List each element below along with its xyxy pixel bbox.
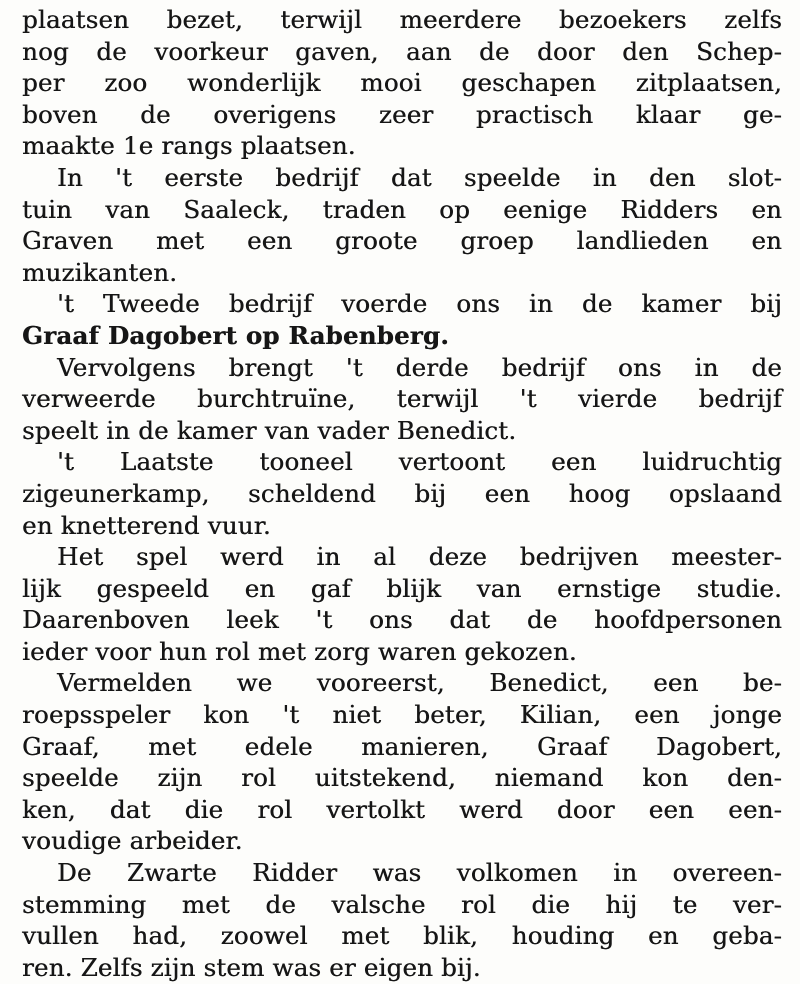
- text-line: zigeunerkamp, scheldend bij een hoog opslaand: [22, 478, 782, 508]
- paragraph-first-line: 't Laatste tooneel vertoont een luidruchtig: [57, 447, 782, 477]
- text-line: boven de overigens zeer practisch klaar ge-: [22, 99, 782, 129]
- text-line: tuin van Saaleck, traden op eenige Ridders en: [22, 194, 782, 224]
- text-line: roepsspeler kon 't niet beter, Kilian, een jonge: [22, 700, 782, 730]
- text-line: speelt in de kamer van vader Benedict.: [22, 415, 517, 445]
- paragraph-first-line: De Zwarte Ridder was volkomen in overeen-: [57, 858, 782, 888]
- text-line: verweerde burchtruïne, terwijl 't vierde bedrijf: [22, 384, 782, 414]
- text-line: Graaf, met edele manieren, Graaf Dagobert,: [22, 731, 782, 761]
- text-line: Daarenboven leek 't ons dat de hoofdpersonen: [22, 605, 782, 635]
- text-line: Graven met een groote groep landlieden en: [22, 226, 782, 256]
- text-line: speelde zijn rol uitstekend, niemand kon den-: [22, 763, 782, 793]
- article-column: [22, 4, 782, 983]
- text-line: muzikanten.: [22, 257, 178, 287]
- text-line: vullen had, zoowel met blik, houding en geba-: [22, 921, 782, 951]
- text-line: lijk gespeeld en gaf blijk van ernstige studie.: [22, 573, 782, 603]
- text-line: stemming met de valsche rol die hij te ver-: [22, 889, 782, 919]
- text-line: ren. Zelfs zijn stem was er eigen bij.: [22, 952, 481, 982]
- text-line: plaatsen bezet, terwijl meerdere bezoekers zelfs: [22, 5, 782, 34]
- text-line: ieder voor hun rol met zorg waren gekozen.: [22, 636, 577, 666]
- text-line: maakte 1e rangs plaatsen.: [22, 131, 356, 161]
- paragraph-first-line: In 't eerste bedrijf dat speelde in den slot-: [57, 162, 782, 192]
- text-line: voudige arbeider.: [22, 826, 243, 856]
- paragraph-first-line: Vervolgens brengt 't derde bedrijf ons in de: [57, 352, 782, 382]
- text-line: Graaf Dagobert op Rabenberg.: [22, 320, 449, 350]
- paragraph-first-line: Vermelden we vooreerst, Benedict, een be-: [57, 668, 782, 698]
- text-line: per zoo wonderlijk mooi geschapen zitplaatsen,: [22, 68, 782, 98]
- paragraph-first-line: Het spel werd in al deze bedrijven meester-: [57, 542, 782, 572]
- text-line: nog de voorkeur gaven, aan de door den Schep-: [22, 36, 782, 66]
- text-line: en knetterend vuur.: [22, 510, 271, 540]
- paragraph-first-line: 't Tweede bedrijf voerde ons in de kamer bij: [57, 289, 782, 319]
- text-line: ken, dat die rol vertolkt werd door een een-: [22, 794, 782, 824]
